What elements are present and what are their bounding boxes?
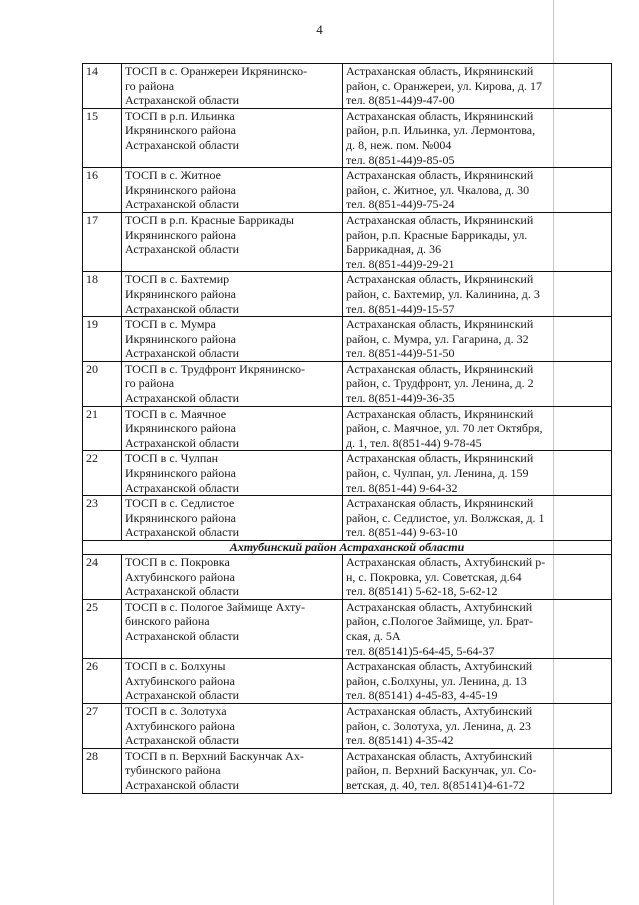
office-name-line: ТОСП в с. Маячное [125, 406, 227, 421]
row-number: 20 [83, 361, 122, 406]
office-address-line: Астраханская область, Икрянинский [346, 317, 534, 332]
office-name [122, 748, 343, 793]
office-name-line: Ахтубинского района [125, 673, 235, 688]
office-address-line: район, с. Трудфронт, ул. Ленина, д. 2 [346, 376, 534, 391]
row-number: 23 [83, 496, 122, 541]
table-row [83, 451, 612, 496]
office-name-line: Астраханской области [125, 301, 240, 316]
office-registry-table [82, 63, 612, 794]
office-address-line: район, с. Житное, ул. Чкалова, д. 30 [346, 182, 530, 197]
office-address-line: тел. 8(851-44)9-47-00 [346, 93, 455, 108]
office-address-line: Астраханская область, Ахтубинский р- [346, 555, 546, 569]
office-name [122, 599, 343, 658]
table-row [83, 317, 612, 362]
office-address-line: Астраханская область, Икрянинский [346, 406, 534, 421]
office-address-line: Астраханская область, Икрянинский [346, 451, 534, 466]
office-name-line: Астраханской области [125, 197, 240, 212]
office-address-line: Астраханская область, Ахтубинский [346, 659, 533, 674]
office-address [343, 64, 612, 109]
office-address [343, 212, 612, 271]
office-address-line: район, р.п. Ильинка, ул. Лермонтова, [346, 123, 536, 138]
office-address-line: район, р.п. Красные Баррикады, ул. [346, 227, 528, 242]
table-row [83, 361, 612, 406]
table-row [83, 659, 612, 704]
office-address-line: район, с. Мумра, ул. Гагарина, д. 32 [346, 331, 529, 346]
office-address-line: тел. 8(85141) 5-62-18, 5-62-12 [346, 584, 498, 599]
row-number: 16 [83, 168, 122, 213]
office-name-line: ТОСП в с. Золотуха [125, 703, 227, 718]
table-row [83, 64, 612, 109]
office-address [343, 451, 612, 496]
office-address-line: Астраханская область, Ахтубинский [346, 599, 533, 614]
office-address-line: район, с. Чулпан, ул. Ленина, д. 159 [346, 466, 529, 481]
rows-before-section [83, 64, 612, 541]
office-name-line: ТОСП в с. Оранжереи Икрянинско- [125, 64, 308, 78]
office-address-line: д. 1, тел. 8(851-44) 9-78-45 [346, 435, 482, 450]
office-name-line: ТОСП в с. Пологое Займище Ахту- [125, 599, 306, 614]
office-name-line: Астраханской области [125, 777, 240, 792]
office-address-line: район, с.Болхуны, ул. Ленина, д. 13 [346, 673, 527, 688]
office-address-line: тел. 8(851-44)9-75-24 [346, 197, 455, 212]
row-number: 19 [83, 317, 122, 362]
office-address [343, 703, 612, 748]
office-name-line: Икрянинского района [125, 466, 236, 481]
office-name-line: Астраханской области [125, 391, 240, 406]
office-address-line: н, с. Покровка, ул. Советская, д.64 [346, 569, 522, 584]
row-number: 26 [83, 659, 122, 704]
office-name-line: Икрянинского района [125, 227, 236, 242]
row-number: 17 [83, 212, 122, 271]
office-name-line: ТОСП в с. Мумра [125, 317, 216, 332]
office-address-line: район, с. Оранжереи, ул. Кирова, д. 17 [346, 78, 542, 93]
office-name-line: Икрянинского района [125, 286, 236, 301]
page-number: 4 [316, 22, 323, 37]
office-name-line: Астраханской области [125, 435, 240, 450]
office-address [343, 108, 612, 167]
office-name-line: ТОСП в с. Покровка [125, 555, 230, 569]
office-name [122, 168, 343, 213]
office-name [122, 361, 343, 406]
office-address-line: тел. 8(851-44) 9-63-10 [346, 525, 458, 540]
office-name-line: Астраханской области [125, 93, 240, 108]
office-address-line: Астраханская область, Икрянинский [346, 212, 534, 227]
office-address-line: тел. 8(85141) 4-35-42 [346, 733, 454, 748]
office-name-line: ТОСП в р.п. Красные Баррикады [125, 212, 294, 227]
row-number: 28 [83, 748, 122, 793]
office-address-line: д. 8, неж. пом. №004 [346, 137, 452, 152]
row-number: 27 [83, 703, 122, 748]
office-address [343, 168, 612, 213]
section-header-group [83, 541, 612, 555]
office-address-line: тел. 8(85141)5-64-45, 5-64-37 [346, 643, 495, 658]
office-address [343, 659, 612, 704]
office-address-line: район, п. Верхний Баскунчак, ул. Со- [346, 763, 537, 778]
row-number: 21 [83, 406, 122, 451]
office-name [122, 212, 343, 271]
rows-after-section [83, 555, 612, 794]
office-name-line: Астраханской области [125, 137, 240, 152]
office-name-line: ТОСП в с. Житное [125, 168, 221, 183]
row-number: 24 [83, 555, 122, 600]
office-address [343, 496, 612, 541]
office-name-line: го района [125, 376, 175, 391]
office-address-line: тел. 8(851-44)9-51-50 [346, 346, 455, 361]
office-address-line: ская, д. 5А [346, 628, 401, 643]
office-name-line: ТОСП в с. Болхуны [125, 659, 226, 674]
section-title: Ахтубинский район Астраханской области [83, 541, 612, 555]
office-name-line: Астраханской области [125, 346, 240, 361]
office-name [122, 451, 343, 496]
office-address-line: Астраханская область, Икрянинский [346, 361, 534, 376]
office-address-line: район, с. Бахтемир, ул. Калинина, д. 3 [346, 286, 540, 301]
office-name-line: го района [125, 78, 175, 93]
office-name-line: Икрянинского района [125, 510, 236, 525]
office-name-line: ТОСП в с. Бахтемир [125, 272, 230, 287]
section-header-row [83, 541, 612, 555]
office-name [122, 317, 343, 362]
office-name-line: Икрянинского района [125, 421, 236, 436]
office-name-line: Астраханской области [125, 525, 240, 540]
office-address-line: тел. 8(851-44)9-15-57 [346, 301, 455, 316]
office-address-line: район, с. Маячное, ул. 70 лет Октября, [346, 421, 543, 436]
office-name-line: ТОСП в с. Трудфронт Икрянинско- [125, 361, 305, 376]
office-address-line: тел. 8(851-44) 9-64-32 [346, 480, 458, 495]
office-address-line: Астраханская область, Ахтубинский [346, 703, 533, 718]
office-address [343, 599, 612, 658]
table-row [83, 212, 612, 271]
office-address [343, 748, 612, 793]
office-address [343, 555, 612, 600]
office-name [122, 659, 343, 704]
office-address-line: ветская, д. 40, тел. 8(85141)4-61-72 [346, 777, 525, 792]
office-address-line: район, с. Седлистое, ул. Волжская, д. 1 [346, 510, 545, 525]
office-address [343, 406, 612, 451]
table-row [83, 599, 612, 658]
office-address-line: тел. 8(851-44)9-29-21 [346, 256, 455, 271]
office-name-line: Астраханской области [125, 628, 240, 643]
office-name-line: ТОСП в с. Седлистое [125, 496, 235, 511]
row-number: 15 [83, 108, 122, 167]
table-row [83, 496, 612, 541]
office-name-line: Астраханской области [125, 584, 240, 599]
office-address-line: Астраханская область, Икрянинский [346, 496, 534, 511]
office-name [122, 64, 343, 109]
table-row [83, 108, 612, 167]
office-name-line: Ахтубинского района [125, 718, 235, 733]
office-name-line: тубинского района [125, 763, 221, 778]
row-number: 14 [83, 64, 122, 109]
table-row [83, 748, 612, 793]
office-name [122, 703, 343, 748]
office-address-line: тел. 8(851-44)9-85-05 [346, 152, 455, 167]
office-name-line: Икрянинского района [125, 123, 236, 138]
office-address-line: тел. 8(85141) 4-45-83, 4-45-19 [346, 688, 498, 703]
office-address [343, 317, 612, 362]
table-row [83, 555, 612, 600]
office-address-line: Баррикадная, д. 36 [346, 242, 442, 257]
office-name [122, 272, 343, 317]
office-address-line: район, с.Пологое Займище, ул. Брат- [346, 614, 534, 629]
office-address-line: Астраханская область, Икрянинский [346, 272, 534, 287]
row-number: 22 [83, 451, 122, 496]
office-address [343, 361, 612, 406]
office-name-line: бинского района [125, 614, 210, 629]
table-row [83, 406, 612, 451]
office-name-line: Ахтубинского района [125, 569, 235, 584]
office-name-line: ТОСП в с. Чулпан [125, 451, 219, 466]
office-address-line: Астраханская область, Ахтубинский [346, 748, 533, 763]
table-row [83, 703, 612, 748]
office-name-line: Астраханской области [125, 480, 240, 495]
office-name-line: ТОСП в п. Верхний Баскунчак Ах- [125, 748, 304, 763]
office-address-line: тел. 8(851-44)9-36-35 [346, 391, 455, 406]
office-name-line: ТОСП в р.п. Ильинка [125, 108, 235, 123]
table-row [83, 272, 612, 317]
office-name-line: Икрянинского района [125, 182, 236, 197]
row-number: 25 [83, 599, 122, 658]
row-number: 18 [83, 272, 122, 317]
office-name [122, 496, 343, 541]
office-name-line: Икрянинского района [125, 331, 236, 346]
office-address [343, 272, 612, 317]
office-address-line: Астраханская область, Икрянинский [346, 64, 534, 78]
office-name-line: Астраханской области [125, 688, 240, 703]
office-name-line: Астраханской области [125, 242, 240, 257]
office-address-line: Астраханская область, Икрянинский [346, 108, 534, 123]
table-row [83, 168, 612, 213]
office-name [122, 555, 343, 600]
office-name [122, 108, 343, 167]
office-name-line: Астраханской области [125, 733, 240, 748]
office-name [122, 406, 343, 451]
office-address-line: Астраханская область, Икрянинский [346, 168, 534, 183]
office-address-line: район, с. Золотуха, ул. Ленина, д. 23 [346, 718, 531, 733]
